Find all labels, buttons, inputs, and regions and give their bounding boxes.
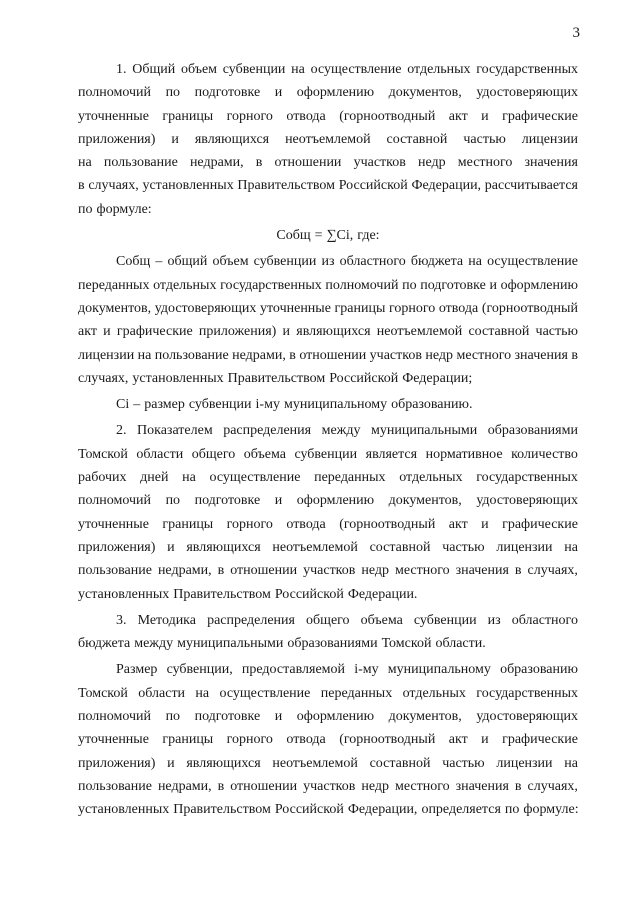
word: отвода: [438, 300, 479, 316]
word: акт: [448, 108, 468, 124]
formula: [78, 224, 578, 247]
word: формуле:: [96, 201, 152, 217]
word: на: [564, 539, 578, 555]
word: Томской: [381, 636, 432, 652]
word: областного: [511, 612, 578, 628]
word: образованиями: [487, 423, 578, 439]
text-line: [78, 632, 578, 655]
word: документов,: [388, 709, 462, 725]
word: из: [487, 612, 501, 628]
text-line: [78, 536, 578, 559]
word: местного: [456, 347, 512, 363]
word: установленных: [78, 802, 170, 818]
text-line: [78, 274, 578, 297]
page-number: 3: [572, 25, 580, 41]
word: и: [282, 324, 291, 340]
word: участков: [353, 155, 406, 171]
word: формуле:: [523, 802, 579, 818]
word: субвенции: [294, 446, 358, 462]
word: размер: [144, 397, 185, 413]
text-line: [78, 58, 578, 81]
word: акт: [78, 324, 97, 340]
text-line: [78, 419, 578, 442]
word: по: [165, 709, 181, 725]
word: на: [137, 347, 152, 363]
word: являющихся: [186, 539, 261, 555]
word: дней: [140, 470, 169, 486]
word: отдельных: [399, 470, 463, 486]
word: в: [571, 347, 578, 363]
word: объем: [180, 62, 218, 77]
word: Правительством: [237, 178, 335, 194]
word: и: [481, 732, 489, 748]
text-line: [78, 609, 578, 632]
text-line: [78, 443, 578, 466]
word: Томской: [78, 446, 128, 462]
text-line: [78, 682, 578, 705]
word: Федерации,: [347, 802, 418, 818]
word: в: [78, 178, 85, 194]
word: осуществление: [209, 470, 301, 486]
word: объема: [360, 612, 403, 628]
word: государственных: [476, 62, 578, 77]
text-line: [78, 151, 578, 174]
word: случаях,: [88, 178, 139, 194]
word: объема: [243, 446, 286, 462]
word: отдельных: [407, 62, 471, 77]
word: пользование: [78, 563, 152, 579]
word: местного: [394, 778, 450, 794]
word: количество: [511, 446, 578, 462]
word: и: [481, 516, 489, 532]
document-body: [78, 58, 578, 822]
word: графические: [502, 108, 578, 124]
text-line: [78, 728, 578, 751]
word: и: [274, 709, 283, 725]
word: 2.: [116, 423, 127, 439]
word: –: [155, 254, 163, 270]
word: отношении: [230, 563, 298, 579]
word: и: [274, 493, 283, 509]
paragraph-3: [78, 609, 578, 656]
word: на: [78, 155, 92, 171]
word: области: [138, 685, 186, 701]
word: субвенции: [222, 62, 286, 77]
text-line: [78, 705, 578, 728]
word: недр: [361, 778, 390, 794]
word: осуществление: [219, 685, 311, 701]
word: удостоверяющих: [154, 300, 257, 316]
word: случаях,: [527, 778, 578, 794]
word: Правительством: [227, 370, 326, 386]
word: в: [289, 347, 296, 363]
word: на: [195, 685, 210, 701]
word: Размер: [116, 662, 158, 678]
word: Российской: [329, 370, 399, 386]
text-line: [78, 198, 578, 221]
word: лицензии: [78, 347, 135, 363]
word: субвенции: [188, 397, 252, 413]
word: на: [564, 755, 578, 771]
word: государственных: [476, 470, 578, 486]
text-line: [78, 658, 578, 681]
text-line: [78, 344, 578, 367]
word: случаях,: [78, 370, 129, 386]
word: недрами,: [189, 155, 244, 171]
word: по: [165, 85, 181, 101]
word: между: [134, 636, 174, 652]
word: оформлению: [296, 709, 375, 725]
word: недр: [425, 347, 454, 363]
text-line: [78, 320, 578, 343]
word: уточненные: [260, 300, 331, 316]
word: переданных: [320, 685, 393, 701]
word: горного: [226, 108, 273, 124]
word: уточненные: [78, 732, 149, 748]
word: и: [167, 755, 175, 771]
word: предоставляемой: [241, 662, 346, 678]
word: лицензии: [496, 755, 553, 771]
word: установленных: [78, 586, 170, 602]
word: на: [468, 254, 482, 270]
word: в: [217, 778, 225, 794]
text-line: [78, 583, 578, 606]
word: установленных: [132, 370, 224, 386]
word: горного: [226, 516, 273, 532]
word: i-му: [354, 662, 379, 678]
word: являющихся: [194, 131, 270, 147]
word: недр: [417, 155, 446, 171]
word: в: [217, 563, 225, 579]
word: горного: [226, 732, 273, 748]
word: значения: [455, 778, 509, 794]
word: субвенции: [413, 612, 477, 628]
word: уточненные: [78, 108, 149, 124]
word: Общий: [132, 62, 176, 77]
word: оформлению: [296, 85, 375, 101]
word: муниципальному: [387, 662, 491, 678]
word: по: [504, 802, 520, 818]
word: приложения): [198, 324, 277, 340]
word: Федерации,: [411, 178, 482, 194]
word: недрами,: [157, 563, 212, 579]
text-line: [78, 224, 578, 247]
word: –: [133, 397, 141, 413]
word: Правительством: [173, 802, 271, 818]
word: образованию.: [391, 397, 473, 413]
word: Правительством: [173, 586, 271, 602]
word: Сi: [116, 397, 130, 413]
word: частью: [442, 755, 485, 771]
word: местного: [394, 563, 450, 579]
paragraph-definition-ci: [78, 393, 578, 416]
word: переданных: [78, 277, 150, 293]
word: муниципальными: [370, 423, 478, 439]
word: Федерации.: [347, 586, 418, 602]
word: по: [402, 277, 417, 293]
word: составной: [369, 539, 431, 555]
word: Российской: [274, 586, 344, 602]
word: документов,: [78, 300, 152, 316]
word: Томской: [78, 685, 128, 701]
word: документов,: [388, 85, 462, 101]
word: областного: [339, 254, 406, 270]
word: пользование: [78, 778, 152, 794]
word: графические: [502, 516, 578, 532]
word: пользование: [154, 347, 229, 363]
word: полномочий: [78, 709, 152, 725]
word: осуществление: [310, 62, 402, 77]
text-line: [78, 297, 578, 320]
word: недрами,: [157, 778, 212, 794]
word: Методика: [137, 612, 196, 628]
word: акт: [448, 732, 468, 748]
text-line: [78, 128, 578, 151]
word: значения: [514, 347, 568, 363]
word: образованиями: [287, 636, 378, 652]
word: государственных: [220, 277, 322, 293]
word: Собщ: [116, 254, 151, 270]
word: местного: [457, 155, 513, 171]
word: i-му: [255, 397, 280, 413]
word: и: [274, 85, 283, 101]
word: Собщ: [276, 228, 311, 244]
text-line: [78, 752, 578, 775]
word: ∑Сi,: [326, 228, 354, 244]
word: в: [514, 778, 522, 794]
word: приложения): [78, 131, 156, 147]
word: на: [291, 62, 305, 77]
word: недр: [361, 563, 390, 579]
word: случаях,: [527, 563, 578, 579]
word: неотъемлемой: [272, 755, 358, 771]
word: подготовке: [194, 709, 261, 725]
word: бюджета: [410, 254, 464, 270]
word: подготовке: [194, 85, 261, 101]
word: частью: [535, 324, 578, 340]
word: муниципальному: [283, 397, 388, 413]
word: Российской: [274, 802, 344, 818]
text-line: [78, 250, 578, 273]
word: Российской: [338, 178, 408, 194]
word: графические: [116, 324, 193, 340]
word: субвенции: [253, 254, 317, 270]
text-line: [78, 489, 578, 512]
word: (горноотводный: [481, 300, 578, 316]
word: оформлению: [500, 277, 578, 293]
word: отдельных: [153, 277, 217, 293]
word: недрами,: [232, 347, 286, 363]
word: границы: [162, 516, 214, 532]
word: области: [136, 446, 184, 462]
word: образованию: [500, 662, 578, 678]
word: частью: [463, 131, 506, 147]
word: оформлению: [296, 493, 375, 509]
text-line: [78, 559, 578, 582]
paragraph-2: [78, 419, 578, 605]
word: неотъемлемой: [376, 324, 463, 340]
word: переданных: [314, 470, 386, 486]
word: распределения: [223, 423, 312, 439]
text-line: [78, 393, 578, 416]
paragraph-1: [78, 58, 578, 221]
word: государственных: [476, 685, 578, 701]
word: =: [314, 228, 323, 244]
word: значения: [524, 155, 578, 171]
word: (горноотводный: [339, 732, 436, 748]
word: акт: [448, 516, 468, 532]
word: (горноотводный: [339, 516, 436, 532]
word: отвода: [286, 516, 326, 532]
word: удостоверяющих: [476, 709, 578, 725]
word: и: [171, 131, 179, 147]
word: лицензии: [521, 131, 578, 147]
text-line: [78, 367, 578, 390]
word: и: [481, 108, 489, 124]
word: по: [165, 493, 181, 509]
word: приложения): [78, 755, 156, 771]
word: горного: [388, 300, 436, 316]
word: уточненные: [78, 516, 149, 532]
word: значения: [455, 563, 509, 579]
word: по: [78, 201, 93, 217]
word: удостоверяющих: [476, 85, 578, 101]
word: в: [255, 155, 263, 171]
word: подготовке: [194, 493, 261, 509]
text-line: [78, 513, 578, 536]
word: отдельных: [402, 685, 466, 701]
word: пользование: [103, 155, 178, 171]
word: области.: [435, 636, 486, 652]
word: составной: [386, 131, 448, 147]
word: рассчитывается: [484, 178, 578, 194]
paragraph-4: [78, 658, 578, 821]
word: 3.: [116, 612, 127, 628]
word: подготовке: [420, 277, 486, 293]
text-line: [78, 775, 578, 798]
word: и: [489, 277, 497, 293]
text-line: [78, 105, 578, 128]
word: неотъемлемой: [272, 539, 358, 555]
word: границы: [162, 732, 214, 748]
word: отвода: [286, 108, 326, 124]
word: Федерации;: [402, 370, 473, 386]
word: общего: [191, 446, 236, 462]
word: бюджета: [78, 636, 131, 652]
word: на: [182, 470, 196, 486]
word: полномочий: [325, 277, 399, 293]
word: границы: [162, 108, 214, 124]
word: муниципальными: [177, 636, 284, 652]
word: документов,: [388, 493, 462, 509]
word: субвенции,: [166, 662, 233, 678]
word: установленных: [142, 178, 234, 194]
word: и: [167, 539, 175, 555]
word: отвода: [286, 732, 326, 748]
word: (горноотводный: [339, 108, 436, 124]
word: участков: [369, 347, 422, 363]
paragraph-definition-sobsh: [78, 250, 578, 390]
word: неотъемлемой: [285, 131, 371, 147]
word: являющихся: [186, 755, 261, 771]
word: 1.: [116, 62, 127, 77]
word: полномочий: [78, 85, 152, 101]
text-line: [78, 798, 578, 821]
word: отношении: [230, 778, 298, 794]
word: частью: [442, 539, 485, 555]
text-line: [78, 466, 578, 489]
word: составной: [369, 755, 431, 771]
word: полномочий: [78, 493, 152, 509]
word: между: [321, 423, 361, 439]
word: лицензии: [496, 539, 553, 555]
word: участков: [303, 563, 356, 579]
word: общий: [167, 254, 208, 270]
word: и: [103, 324, 111, 340]
word: отношении: [274, 155, 342, 171]
text-line: [78, 81, 578, 104]
word: рабочих: [78, 470, 127, 486]
word: в: [514, 563, 522, 579]
word: участков: [303, 778, 356, 794]
word: удостоверяющих: [476, 493, 578, 509]
word: являющихся: [296, 324, 371, 340]
word: где:: [357, 228, 380, 244]
word: общего: [306, 612, 350, 628]
word: составной: [468, 324, 530, 340]
word: границы: [334, 300, 386, 316]
text-line: [78, 174, 578, 197]
word: Показателем: [137, 423, 213, 439]
word: определяется: [421, 802, 501, 818]
word: отношении: [299, 347, 367, 363]
word: распределения: [207, 612, 295, 628]
word: осуществление: [487, 254, 578, 270]
word: объем: [212, 254, 249, 270]
word: приложения): [78, 539, 156, 555]
word: из: [321, 254, 335, 270]
word: является: [365, 446, 418, 462]
word: графические: [502, 732, 578, 748]
word: нормативное: [425, 446, 503, 462]
